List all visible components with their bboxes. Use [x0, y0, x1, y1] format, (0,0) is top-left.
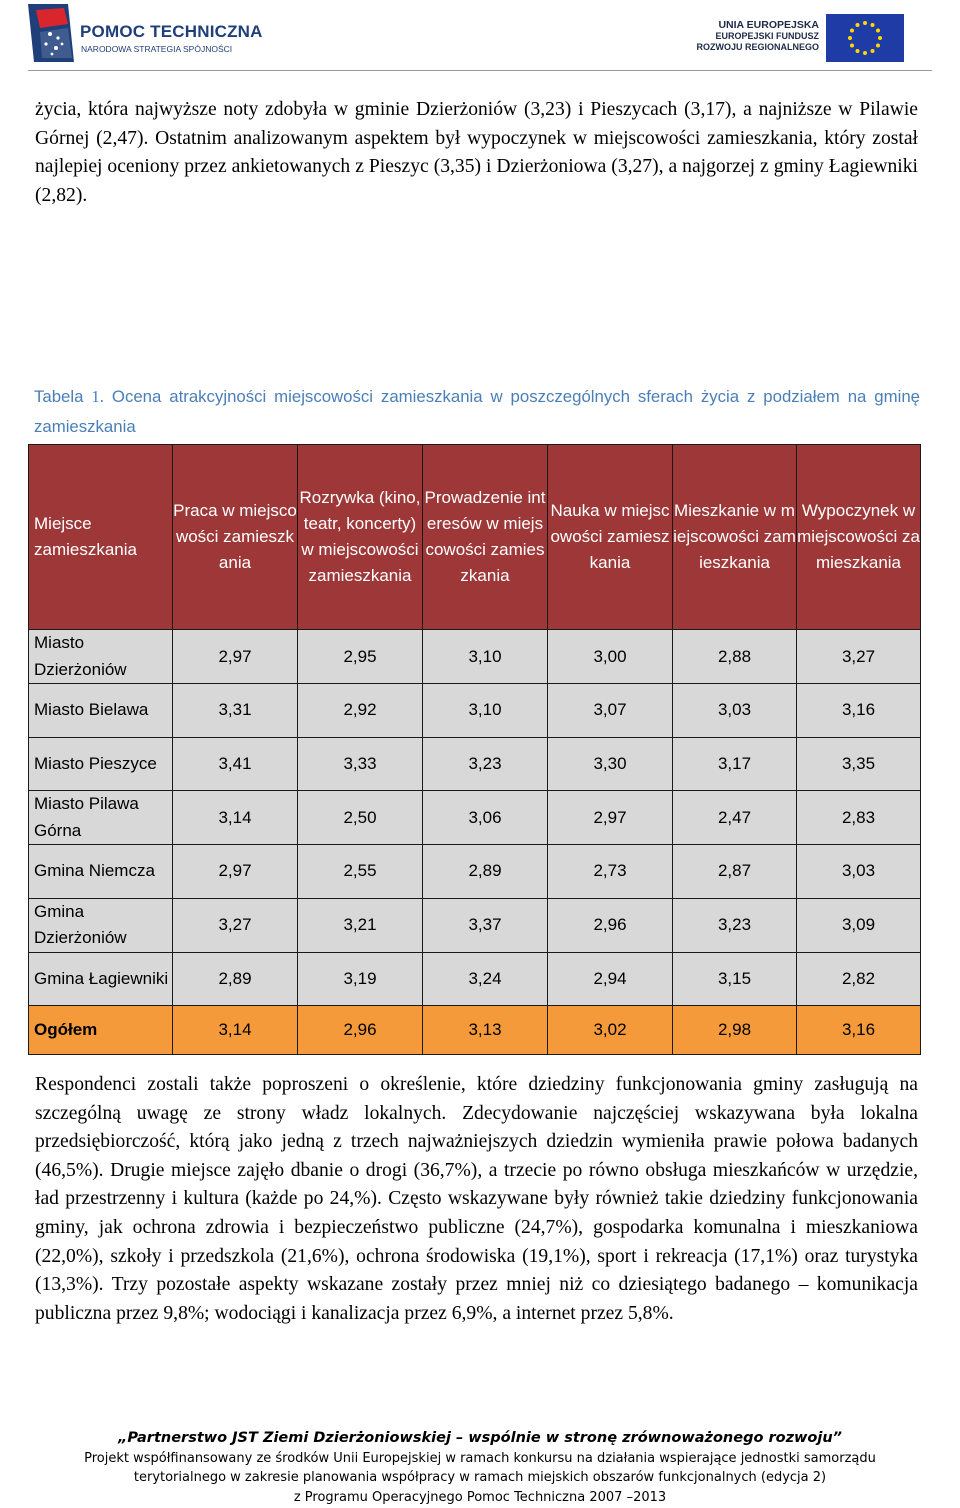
eu-logo-text — [686, 20, 819, 53]
table-cell: 3,16 — [797, 684, 921, 738]
eu-logo — [686, 14, 906, 62]
table-row — [29, 737, 921, 791]
table-header-row — [29, 445, 921, 630]
header-cell: Rozrywka (kino, teatr, koncerty) w miejscowości zamieszkania — [298, 445, 423, 630]
table-row — [29, 845, 921, 899]
footer-line-1: Projekt współfinansowany ze środków Unii Europejskiej w ramach konkursu na działania wspierające jednostki samorządu — [84, 1451, 876, 1466]
table-cell: 2,94 — [548, 952, 673, 1006]
table-cell: 3,00 — [548, 630, 673, 684]
header-cell: Wypoczynek w miejscowości zamieszkania — [797, 445, 921, 630]
eu-star-icon — [863, 21, 867, 25]
total-cell: 2,98 — [673, 1006, 797, 1055]
header-cell: Miejsce zamieszkania — [29, 445, 173, 630]
rating-table — [28, 444, 921, 1055]
eu-star-icon — [848, 36, 852, 40]
total-cell: 3,13 — [423, 1006, 548, 1055]
eu-line-1: UNIA EUROPEJSKA — [718, 19, 819, 31]
eu-star-icon — [856, 49, 860, 53]
footer-line-2: terytorialnego w zakresie planowania współpracy w ramach miejskich obszarów funkcjonalnych (edycja 2) — [133, 1470, 827, 1485]
table-cell: 3,37 — [423, 898, 548, 952]
table-total-row — [29, 1006, 921, 1055]
table-cell: 2,83 — [797, 791, 921, 845]
table-cell: 2,89 — [423, 845, 548, 899]
row-label: Gmina Łagiewniki — [29, 952, 173, 1006]
eu-star-icon — [850, 29, 854, 33]
eu-star-icon — [871, 23, 875, 27]
header-cell: Praca w miejscowości zamieszkania — [173, 445, 298, 630]
eu-star-icon — [878, 36, 882, 40]
header-divider — [28, 70, 932, 71]
footer-project-title: „Partnerstwo JST Ziemi Dzierżoniowskiej – wspólnie w stronę zrównoważonego rozwoju” — [117, 1430, 843, 1446]
pomoc-techniczna-emblem-icon — [28, 4, 74, 62]
row-label: Miasto Pieszyce — [29, 737, 173, 791]
table-cell: 3,23 — [673, 898, 797, 952]
eu-line-2: EUROPEJSKI FUNDUSZ — [715, 31, 819, 41]
table-cell: 3,03 — [797, 845, 921, 899]
table-cell: 2,47 — [673, 791, 797, 845]
eu-star-icon — [876, 44, 880, 48]
total-cell: 3,16 — [797, 1006, 921, 1055]
table-cell: 2,55 — [298, 845, 423, 899]
table-cell: 2,97 — [173, 845, 298, 899]
table-cell: 3,03 — [673, 684, 797, 738]
table-cell: 3,31 — [173, 684, 298, 738]
table-cell: 3,06 — [423, 791, 548, 845]
eu-star-icon — [871, 49, 875, 53]
table-cell: 3,35 — [797, 737, 921, 791]
table-cell: 3,17 — [673, 737, 797, 791]
table-cell: 2,88 — [673, 630, 797, 684]
table-cell: 2,50 — [298, 791, 423, 845]
caption-number: 1. — [91, 387, 104, 406]
logo-title: POMOC TECHNICZNA — [80, 22, 263, 41]
pomoc-techniczna-logo — [28, 4, 263, 62]
table-cell: 3,41 — [173, 737, 298, 791]
table-cell: 2,95 — [298, 630, 423, 684]
total-label: Ogółem — [29, 1006, 173, 1055]
table-cell: 2,73 — [548, 845, 673, 899]
caption-prefix: Tabela — [34, 387, 92, 406]
table-cell: 3,09 — [797, 898, 921, 952]
table-cell: 2,82 — [797, 952, 921, 1006]
header-cell: Mieszkanie w miejscowości zamieszkania — [673, 445, 797, 630]
total-cell: 2,96 — [298, 1006, 423, 1055]
table-cell: 2,92 — [298, 684, 423, 738]
table-cell: 2,97 — [548, 791, 673, 845]
header-cell: Prowadzenie interesów w miejscowości zamieszkania — [423, 445, 548, 630]
table-cell: 2,97 — [173, 630, 298, 684]
table-cell: 3,21 — [298, 898, 423, 952]
eu-star-icon — [876, 29, 880, 33]
table-cell: 3,19 — [298, 952, 423, 1006]
row-label: Miasto Bielawa — [29, 684, 173, 738]
caption-text: Ocena atrakcyjności miejscowości zamieszkania w poszczególnych sferach życia z podziałem na gminę zamieszkania — [34, 387, 920, 436]
table-caption — [34, 382, 920, 442]
total-cell: 3,14 — [173, 1006, 298, 1055]
logo-subtitle: NARODOWA STRATEGIA SPÓJNOŚCI — [81, 44, 233, 54]
table-row — [29, 898, 921, 952]
table-cell: 3,24 — [423, 952, 548, 1006]
table-row — [29, 630, 921, 684]
row-label: Gmina Dzierżoniów — [29, 898, 173, 952]
table-cell: 3,33 — [298, 737, 423, 791]
table-cell: 3,10 — [423, 684, 548, 738]
row-label: Miasto Pilawa Górna — [29, 791, 173, 845]
table-cell: 3,27 — [797, 630, 921, 684]
body-paragraph-top: życia, która najwyższe noty zdobyła w gminie Dzierżoniów (3,23) i Pieszycach (3,17), a najniższe w Pilawie Górnej (2,47). Ostatnim analizowanym aspektem był wypoczynek w miejscowości zamieszkania, który został najlepiej oceniony przez ankietowanych z Pieszyc (3,35) i Dzierżoniowa (3,27), a najgorzej z gminy Łagiewniki (2,82). — [35, 99, 918, 206]
row-label: Gmina Niemcza — [29, 845, 173, 899]
eu-star-icon — [856, 23, 860, 27]
table-cell: 3,30 — [548, 737, 673, 791]
table-cell: 2,89 — [173, 952, 298, 1006]
table-cell: 3,23 — [423, 737, 548, 791]
table-cell: 3,07 — [548, 684, 673, 738]
row-label: Miasto Dzierżoniów — [29, 630, 173, 684]
table-row — [29, 684, 921, 738]
eu-star-icon — [863, 51, 867, 55]
table-cell: 3,15 — [673, 952, 797, 1006]
table-row — [29, 952, 921, 1006]
eu-line-3: ROZWOJU REGIONALNEGO — [696, 42, 819, 52]
table-cell: 2,96 — [548, 898, 673, 952]
table-cell: 3,27 — [173, 898, 298, 952]
table-cell: 2,87 — [673, 845, 797, 899]
table-cell: 3,10 — [423, 630, 548, 684]
table-row — [29, 791, 921, 845]
table-cell: 3,14 — [173, 791, 298, 845]
eu-flag-icon — [826, 14, 904, 62]
total-cell: 3,02 — [548, 1006, 673, 1055]
eu-star-icon — [850, 44, 854, 48]
footer-line-3: z Programu Operacyjnego Pomoc Techniczna 2007 –2013 — [293, 1490, 667, 1505]
body-paragraph-bottom: Respondenci zostali także poproszeni o określenie, które dziedziny funkcjonowania gminy zasługują na szczególną uwagę ze strony władz lokalnych. Zdecydowanie najczęściej wskazywana była lokalna przedsiębiorczość, którą jako jedną z trzech najważniejszych dziedzin wymieniła prawie połowa badanych (46,5%). Drugie miejsce zajęło dbanie o drogi (36,7%), a trzecie po równo obsługa mieszkańców w urzędzie, ład przestrzenny i kultura (każde po 24,%). Często wskazywane były również takie dziedziny funkcjonowania gminy, jak ochrona zdrowia i bezpieczeństwo publiczne (24,7%), gospodarka komunalna i mieszkaniowa (22,0%), szkoły i przedszkola (21,6%), ochrona środowiska (19,1%), sport i rekreacja (17,1%) oraz turystyka (13,3%). Trzy pozostałe aspekty wskazane zostały przez mniej niż co dziesiątego badanego – komunikacja publiczna przez 9,8%; wodociągi i kanalizacja przez 6,9%, a internet przez 5,8%. — [35, 1074, 918, 1324]
header-cell: Nauka w miejscowości zamieszkania — [548, 445, 673, 630]
